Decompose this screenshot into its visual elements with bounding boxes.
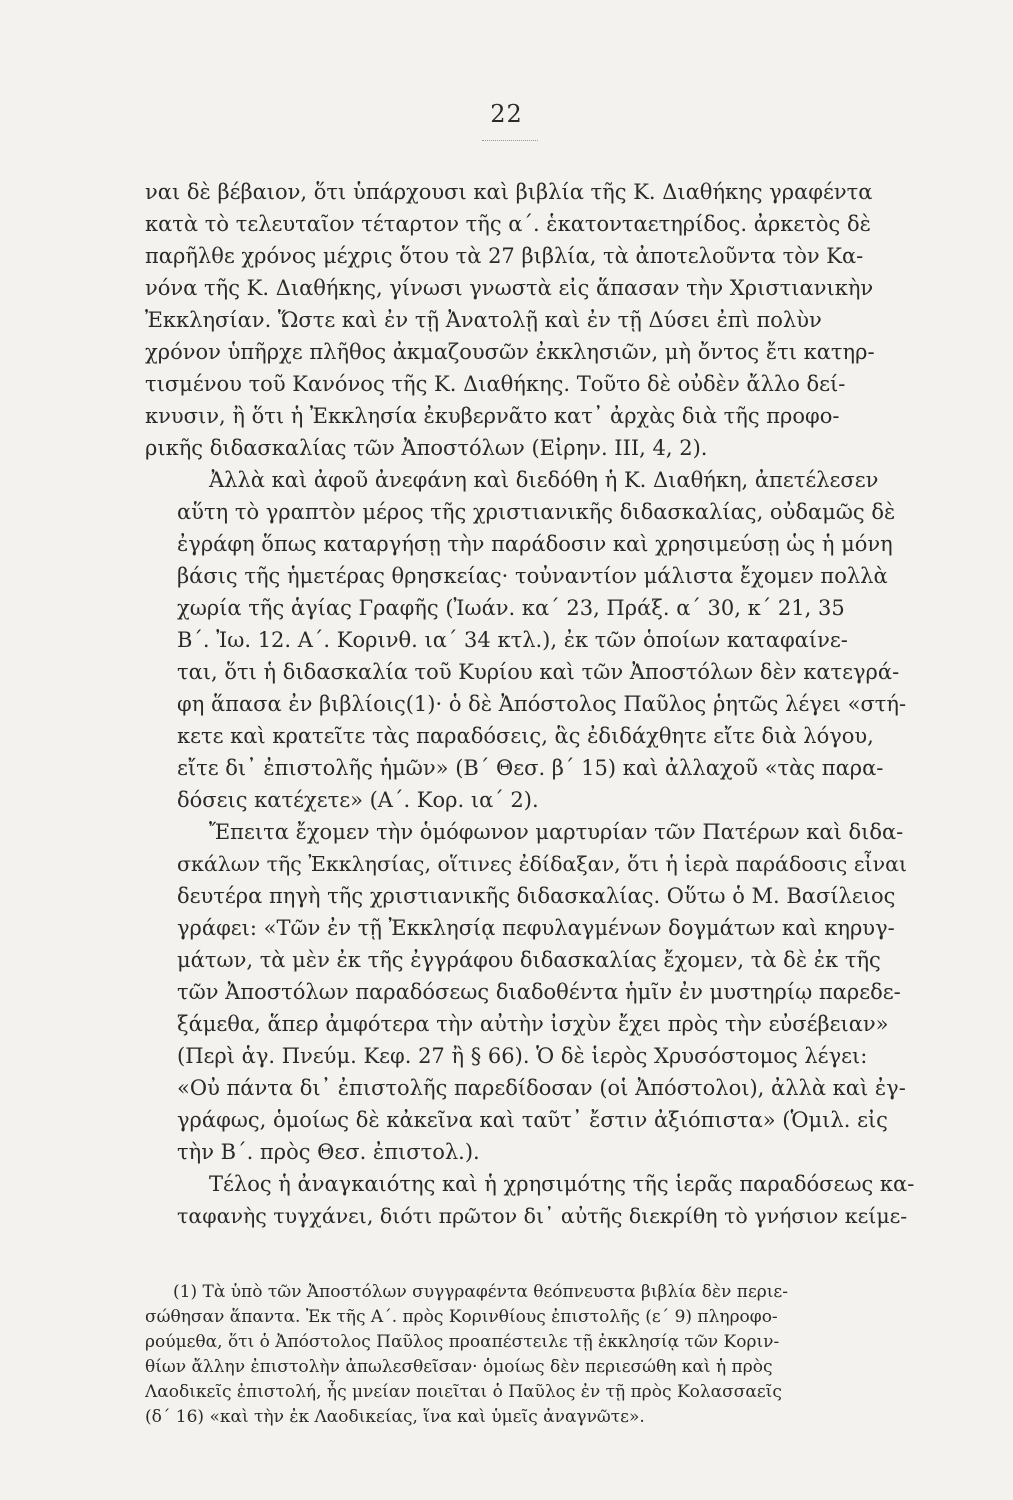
text-line: δευτέρα πηγὴ τῆς χριστιανικῆς διδασκαλίας. Οὕτω ὁ Μ. Βασίλειος — [177, 884, 896, 908]
text-line: ρικῆς διδασκαλίας τῶν Ἀποστόλων (Εἰρην. ΙΙΙ, 4, 2). — [145, 436, 708, 460]
text-line: Τέλος ἡ ἀναγκαιότης καὶ ἡ χρησιμότης τῆς ἱερᾶς παραδόσεως κα- — [209, 1172, 915, 1196]
footnotes — [145, 1280, 915, 1430]
text-line: ἐγράφη ὅπως καταργήσῃ τὴν παράδοσιν καὶ χρησιμεύσῃ ὡς ἡ μόνη — [177, 532, 893, 556]
text-line: (Περὶ ἁγ. Πνεύμ. Κεφ. 27 ἢ § 66). Ὁ δὲ ἱερὸς Χρυσόστομος λέγει: — [177, 1044, 868, 1068]
body-text — [145, 176, 915, 1232]
text-line: κατὰ τὸ τελευταῖον τέταρτον τῆς α΄. ἑκατονταετηρίδος. ἀρκετὸς δὲ — [145, 212, 871, 236]
text-line: σκάλων τῆς Ἐκκλησίας, οἵτινες ἐδίδαξαν, ὅτι ἡ ἱερὰ παράδοσις εἶναι — [177, 852, 908, 876]
text-line: Ἐκκλησίαν. Ὥστε καὶ ἐν τῇ Ἀνατολῇ καὶ ἐν τῇ Δύσει ἐπὶ πολὺν — [145, 308, 822, 332]
text-line: «Οὐ πάντα δι᾽ ἐπιστολῆς παρεδίδοσαν (οἱ Ἀπόστολοι), ἀλλὰ καὶ ἐγ- — [177, 1076, 906, 1100]
footnote-line: ρούμεθα, ὅτι ὁ Ἀπόστολος Παῦλος προαπέστειλε τῇ ἐκκλησίᾳ τῶν Κοριν- — [145, 1332, 780, 1352]
text-line: βάσις τῆς ἡμετέρας θρησκείας· τοὐναντίον μάλιστα ἔχομεν πολλὰ — [177, 564, 888, 588]
text-line: ταφανὴς τυγχάνει, διότι πρῶτον δι᾽ αὐτῆς διεκρίθη τὸ γνήσιον κείμε- — [177, 1204, 908, 1228]
text-line: τισμένου τοῦ Κανόνος τῆς Κ. Διαθήκης. Τοῦτο δὲ οὐδὲν ἄλλο δεί- — [145, 372, 846, 396]
paragraph — [145, 176, 915, 464]
text-line: εἴτε δι᾽ ἐπιστολῆς ἡμῶν» (Β΄ Θεσ. β΄ 15) καὶ ἀλλαχοῦ «τὰς παρα- — [177, 756, 884, 780]
footnote-line: Λαοδικεῖς ἐπιστολή, ἧς μνείαν ποιεῖται ὁ Παῦλος ἐν τῇ πρὸς Κολασσαεῖς — [145, 1382, 782, 1402]
text-line: Ἔπειτα ἔχομεν τὴν ὁμόφωνον μαρτυρίαν τῶν Πατέρων καὶ διδα- — [209, 820, 904, 844]
text-line: Β΄. Ἰω. 12. Α΄. Κορινθ. ια΄ 34 κτλ.), ἐκ τῶν ὁποίων καταφαίνε- — [177, 628, 848, 652]
text-line: κετε καὶ κρατεῖτε τὰς παραδόσεις, ἃς ἐδιδάχθητε εἴτε διὰ λόγου, — [177, 724, 874, 748]
page-number: 22 — [490, 100, 523, 128]
text-line: αὕτη τὸ γραπτὸν μέρος τῆς χριστιανικῆς διδασκαλίας, οὐδαμῶς δὲ — [177, 500, 896, 524]
text-line: τῶν Ἀποστόλων παραδόσεως διαδοθέντα ἡμῖν ἐν μυστηρίῳ παρεδε- — [177, 980, 901, 1004]
text-line: γράφως, ὁμοίως δὲ κἀκεῖνα καὶ ταῦτ᾽ ἔστιν ἀξιόπιστα» (Ὁμιλ. εἰς — [177, 1108, 888, 1132]
text-line: φη ἅπασα ἐν βιβλίοις(1)· ὁ δὲ Ἀπόστολος Παῦλος ῥητῶς λέγει «στή- — [177, 692, 907, 716]
text-line: παρῆλθε χρόνος μέχρις ὅτου τὰ 27 βιβλία, τὰ ἀποτελοῦντα τὸν Κα- — [145, 244, 864, 268]
text-line: μάτων, τὰ μὲν ἐκ τῆς ἐγγράφου διδασκαλίας ἔχομεν, τὰ δὲ ἐκ τῆς — [177, 948, 881, 972]
header-divider — [482, 140, 538, 141]
paragraph — [145, 1168, 915, 1232]
paragraph — [145, 464, 915, 816]
footnote-line: θίων ἄλλην ἐπιστολὴν ἀπωλεσθεῖσαν· ὁμοίως δὲν περιεσώθη καὶ ἡ πρὸς — [145, 1357, 773, 1377]
footnote-line: (δ΄ 16) «καὶ τὴν ἐκ Λαοδικείας, ἵνα καὶ ὑμεῖς ἀναγνῶτε». — [145, 1407, 645, 1427]
footnote-line: σώθησαν ἅπαντα. Ἐκ τῆς Α΄. πρὸς Κορινθίους ἐπιστολῆς (ε΄ 9) πληροφο- — [145, 1307, 778, 1327]
text-line: Ἀλλὰ καὶ ἀφοῦ ἀνεφάνη καὶ διεδόθη ἡ Κ. Διαθήκη, ἀπετέλεσεν — [209, 468, 879, 492]
text-line: ξάμεθα, ἅπερ ἀμφότερα τὴν αὐτὴν ἰσχὺν ἔχει πρὸς τὴν εὐσέβειαν» — [177, 1012, 889, 1036]
text-line: δόσεις κατέχετε» (Α΄. Κορ. ια΄ 2). — [177, 788, 539, 812]
text-line: χωρία τῆς ἁγίας Γραφῆς (Ἰωάν. κα΄ 23, Πράξ. α΄ 30, κ΄ 21, 35 — [177, 596, 845, 620]
text-line: κνυσιν, ἢ ὅτι ἡ Ἐκκλησία ἐκυβερνᾶτο κατ᾽ ἀρχὰς διὰ τῆς προφο- — [145, 404, 840, 428]
text-line: ται, ὅτι ἡ διδασκαλία τοῦ Κυρίου καὶ τῶν Ἀποστόλων δὲν κατεγρά- — [177, 660, 900, 684]
text-line: νόνα τῆς Κ. Διαθήκης, γίνωσι γνωστὰ εἰς ἅπασαν τὴν Χριστιανικὴν — [145, 276, 874, 300]
text-line: χρόνον ὑπῆρχε πλῆθος ἀκμαζουσῶν ἐκκλησιῶν, μὴ ὄντος ἔτι κατηρ- — [145, 340, 875, 364]
footnote-divider — [145, 1265, 265, 1266]
text-line: γράφει: «Τῶν ἐν τῇ Ἐκκλησίᾳ πεφυλαγμένων δογμάτων καὶ κηρυγ- — [177, 916, 895, 940]
footnote-line: (1) Τὰ ὑπὸ τῶν Ἀποστόλων συγγραφέντα θεόπνευστα βιβλία δὲν περιε- — [173, 1282, 788, 1302]
text-line: ναι δὲ βέβαιον, ὅτι ὑπάρχουσι καὶ βιβλία τῆς Κ. Διαθήκης γραφέντα — [145, 180, 873, 204]
paragraph — [145, 816, 915, 1168]
text-line: τὴν Β΄. πρὸς Θεσ. ἐπιστολ.). — [177, 1140, 480, 1164]
